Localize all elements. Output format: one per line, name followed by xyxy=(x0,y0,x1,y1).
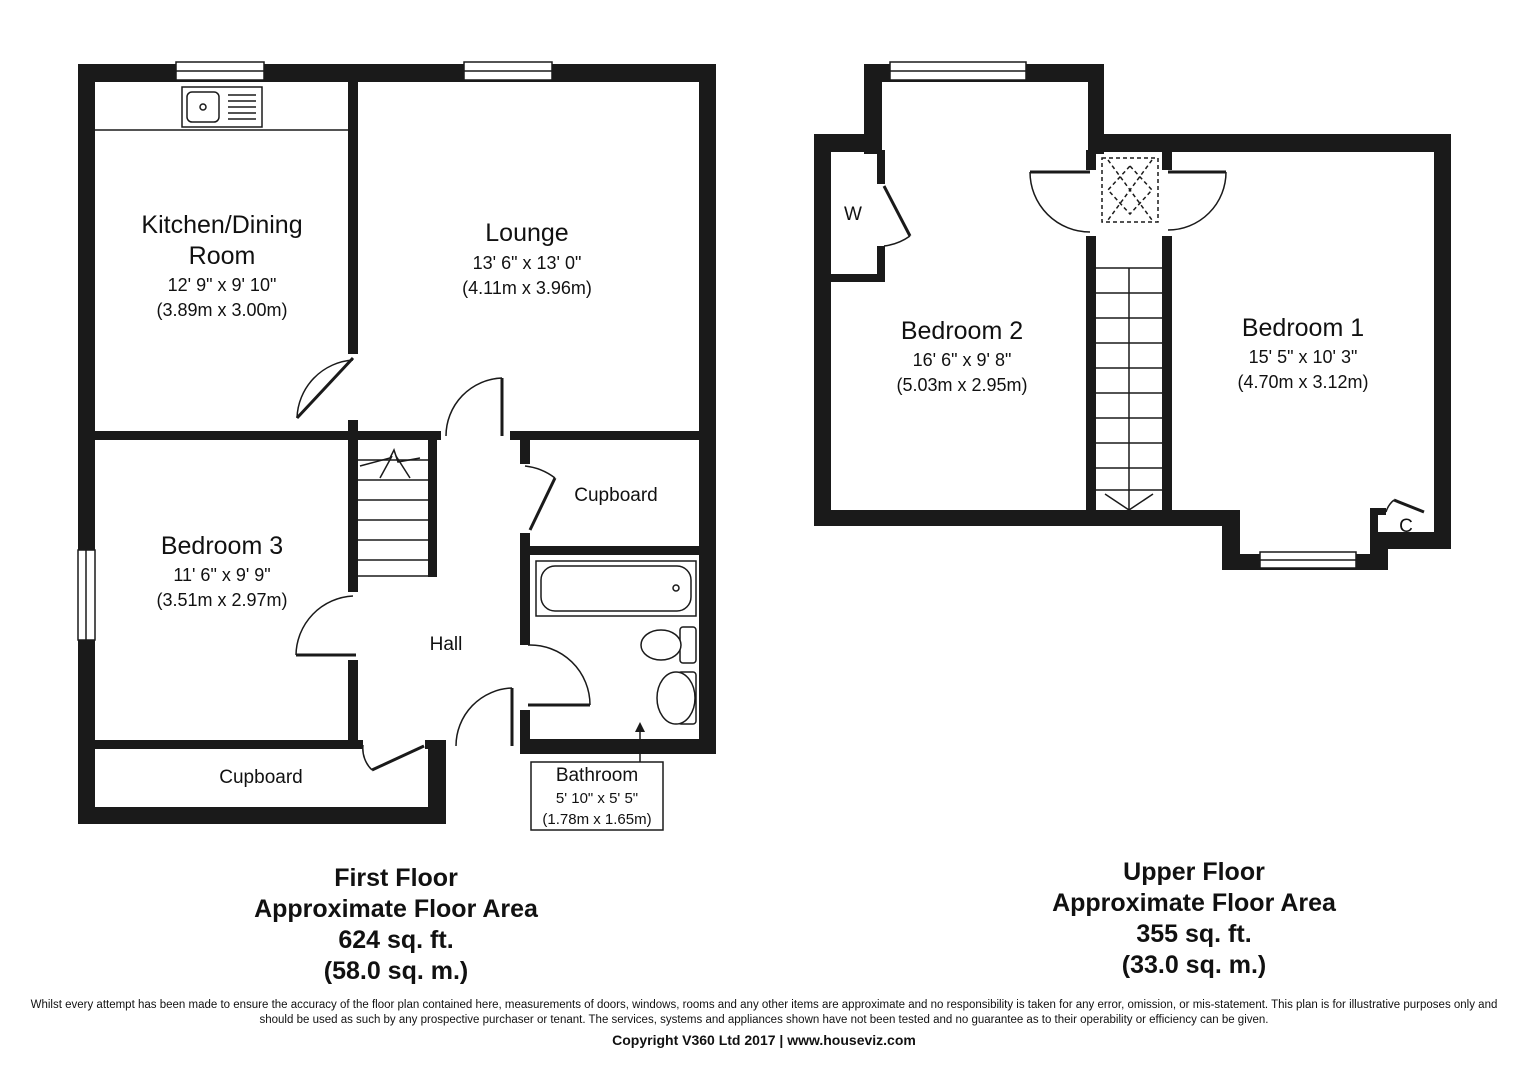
ff-wall-cupboard-right xyxy=(428,740,446,824)
loft-hatch-icon xyxy=(1102,158,1158,222)
cupboard-bottom-name: Cupboard xyxy=(219,767,303,788)
uf-stairs xyxy=(1096,268,1162,510)
upper-floor-area-sqft: 355 sq. ft. xyxy=(1136,920,1252,948)
door-bedroom2 xyxy=(1030,172,1090,232)
uf-wall-stair-right-top xyxy=(1162,150,1172,170)
bedroom1-dim-imperial: 15' 5" x 10' 3" xyxy=(1248,347,1358,367)
door-lounge xyxy=(446,378,502,436)
door-cupboard-right xyxy=(525,466,555,530)
door-bathroom xyxy=(528,645,590,705)
uf-wall-wardrobe-right-upper xyxy=(877,150,885,184)
uf-wall-stair-right xyxy=(1162,236,1172,516)
bath-icon xyxy=(536,561,696,616)
ff-wall-hall-right-upper xyxy=(520,431,530,464)
ff-wall-kitchen-lounge-upper xyxy=(348,80,358,354)
ff-wall-right xyxy=(699,64,716,754)
toilet-icon xyxy=(641,627,696,663)
bedroom1-name: Bedroom 1 xyxy=(1241,314,1365,342)
ff-wall-bed3-hall-upper xyxy=(348,438,358,592)
ff-wall-bed3-hall-lower xyxy=(348,660,358,745)
uf-wall-stair-left xyxy=(1086,236,1096,516)
uf-wall-wardrobe-bottom xyxy=(829,274,885,282)
door-bedroom3 xyxy=(296,596,356,655)
first-floor-area-caption xyxy=(196,863,596,987)
bathroom-dim-metric: (1.78m x 1.65m) xyxy=(542,811,652,828)
uf-wall-top-right xyxy=(1088,134,1451,152)
uf-wall-cup-top xyxy=(1370,508,1386,515)
ff-wall-stair-right xyxy=(428,431,437,577)
disclaimer-text: Whilst every attempt has been made to ensure the accuracy of the floor plan contained here, measurements of doors, windows, rooms and any other items are approximate and no responsibility is taken for any error, omission, or mis-statement. This plan is for illustrative purposes only and should be used as such by any prospective purchaser or tenant. The services, systems and appliances shown have not been tested and no guarantee as to their operability or efficiency can be given. xyxy=(30,999,1498,1026)
first-floor-plan xyxy=(78,62,716,830)
hall-name: Hall xyxy=(429,634,463,655)
uf-wall-bottom xyxy=(814,510,1240,526)
kitchen-dim-metric: (3.89m x 3.00m) xyxy=(156,300,288,320)
ff-wall-bottom-bath xyxy=(520,739,716,754)
uf-wall-right xyxy=(1434,134,1451,549)
kitchen-name-line2: Room xyxy=(188,242,256,270)
first-floor-area-sqm: (58.0 sq. m.) xyxy=(323,957,469,985)
upper-floor-area-label: Approximate Floor Area xyxy=(1052,889,1336,917)
cupboard-right-name: Cupboard xyxy=(574,485,658,506)
door-cupboard-bottom xyxy=(363,745,424,770)
ff-wall-cupboard-bath xyxy=(528,546,700,555)
ff-wall-bed3-cupboard xyxy=(93,740,363,749)
first-floor-area-sqft: 624 sq. ft. xyxy=(338,926,454,954)
door-kitchen xyxy=(297,358,353,418)
kitchen-dim-imperial: 12' 9" x 9' 10" xyxy=(167,275,277,295)
bedroom2-name: Bedroom 2 xyxy=(900,317,1024,345)
bedroom2-dim-imperial: 16' 6" x 9' 8" xyxy=(912,350,1012,370)
ff-stairs xyxy=(358,450,428,576)
bedroom1-dim-metric: (4.70m x 3.12m) xyxy=(1237,372,1369,392)
sink-icon xyxy=(182,87,262,127)
uf-wall-top-mid xyxy=(1088,64,1104,154)
bathroom-dim-imperial: 5' 10" x 5' 5" xyxy=(555,790,639,807)
door-wardrobe xyxy=(884,186,910,246)
lounge-dim-metric: (4.11m x 3.96m) xyxy=(462,278,592,298)
ff-wall-top xyxy=(78,64,716,82)
bedroom3-name: Bedroom 3 xyxy=(160,532,284,560)
upper-floor-area-sqm: (33.0 sq. m.) xyxy=(1121,951,1267,979)
copyright-text: Copyright V360 Ltd 2017 | www.houseviz.com xyxy=(612,1032,916,1048)
lounge-dim-imperial: 13' 6" x 13' 0" xyxy=(472,253,582,273)
first-floor-title: First Floor xyxy=(334,864,458,892)
ff-wall-cupboard-door-right xyxy=(425,740,446,749)
uf-wall-left xyxy=(814,134,831,526)
bathroom-name: Bathroom xyxy=(555,765,639,786)
wardrobe-name: W xyxy=(844,204,862,225)
basin-icon xyxy=(657,672,696,724)
upper-floor-area-caption xyxy=(994,857,1394,981)
ff-wall-bottom-cupboard xyxy=(78,807,446,824)
door-cupboard-c xyxy=(1386,500,1424,512)
ff-wall-lounge-cupboard xyxy=(510,431,700,440)
lounge-name: Lounge xyxy=(485,219,569,247)
ff-wall-kitchen-bed3 xyxy=(93,431,358,440)
upper-floor-title: Upper Floor xyxy=(1123,858,1265,886)
cupboard-c-name: C xyxy=(1399,516,1413,537)
bedroom2-dim-metric: (5.03m x 2.95m) xyxy=(896,375,1028,395)
upper-floor-plan xyxy=(814,62,1451,570)
ff-wall-left xyxy=(78,64,95,824)
ff-wall-hall-right-lower xyxy=(520,710,530,748)
bedroom3-dim-metric: (3.51m x 2.97m) xyxy=(156,590,288,610)
ff-wall-stair-top xyxy=(348,431,441,440)
kitchen-name-line1: Kitchen/Dining xyxy=(141,211,303,239)
door-front xyxy=(456,688,512,746)
first-floor-area-label: Approximate Floor Area xyxy=(254,895,538,923)
uf-wall-stair-left-top xyxy=(1086,150,1096,170)
door-bedroom1 xyxy=(1168,172,1226,230)
bedroom3-dim-imperial: 11' 6" x 9' 9" xyxy=(173,565,271,585)
